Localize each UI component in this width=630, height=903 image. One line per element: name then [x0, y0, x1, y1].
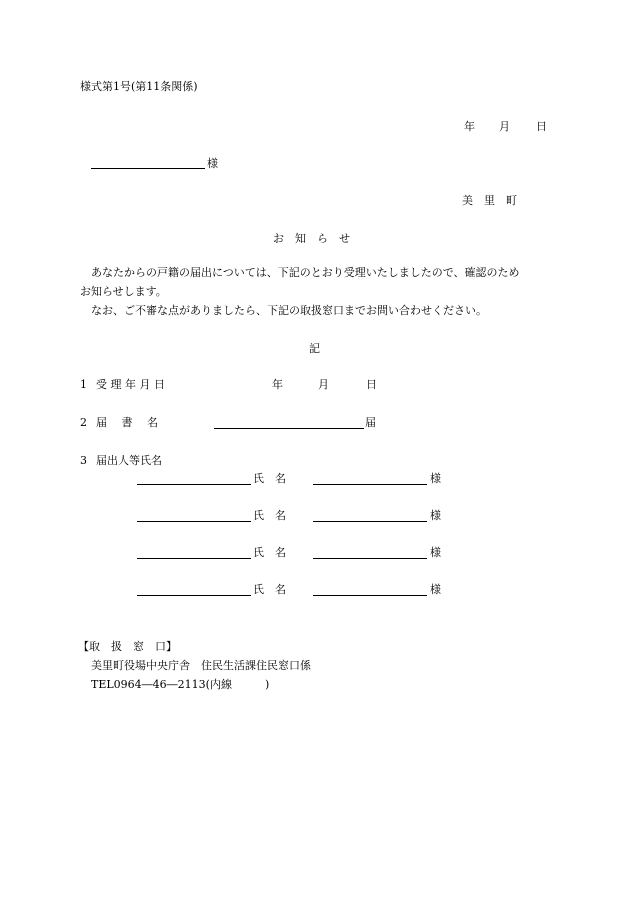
date-day: 日	[536, 120, 547, 133]
addressee-underline	[91, 168, 205, 169]
item-1-number: 1	[80, 378, 87, 391]
item-2-suffix: 届	[365, 416, 376, 429]
item-2-underline	[214, 428, 364, 429]
item-2-number: 2	[80, 416, 87, 429]
contact-tel-close: )	[265, 678, 270, 691]
notifier-3-suffix: 様	[430, 546, 441, 559]
notifier-4-name-label: 氏 名	[253, 583, 286, 596]
notifier-1-underline	[137, 484, 251, 485]
date-year: 年	[464, 120, 475, 133]
notifier-1-name-underline	[313, 484, 427, 485]
notifier-2-suffix: 様	[430, 509, 441, 522]
contact-office: 美里町役場中央庁舎 住民生活課住民窓口係	[91, 659, 311, 672]
notifier-2-underline	[137, 521, 251, 522]
item-1-year: 年	[272, 378, 283, 391]
item-1-label: 受 理 年 月 日	[96, 378, 165, 391]
date-month: 月	[499, 120, 510, 133]
notifier-4-suffix: 様	[430, 583, 441, 596]
notifier-1-name-label: 氏 名	[253, 472, 286, 485]
body-line-3: なお、ご不審な点がありましたら、下記の取扱窓口までお問い合わせください。	[91, 304, 487, 317]
contact-heading: 【取 扱 窓 口】	[78, 640, 177, 653]
notifier-3-name-underline	[313, 558, 427, 559]
notifier-3-underline	[137, 558, 251, 559]
body-line-2: お知らせします。	[80, 285, 167, 298]
ki-heading: 記	[309, 342, 320, 355]
item-1-month: 月	[318, 378, 329, 391]
page-title: お 知 ら せ	[273, 232, 350, 245]
body-line-1: あなたからの戸籍の届出については、下記のとおり受理いたしましたので、確認のため	[91, 266, 520, 279]
notifier-1-suffix: 様	[430, 472, 441, 485]
item-2-label: 届 書 名	[96, 416, 158, 429]
form-number: 様式第1号(第11条関係)	[80, 80, 198, 93]
item-3-label: 届出人等氏名	[96, 454, 162, 467]
contact-tel: TEL0964―46―2113(内線	[91, 678, 232, 691]
notifier-2-name-label: 氏 名	[253, 509, 286, 522]
notifier-3-name-label: 氏 名	[253, 546, 286, 559]
addressee-suffix: 様	[207, 157, 218, 170]
issuer: 美 里 町	[462, 194, 517, 207]
notifier-4-name-underline	[313, 595, 427, 596]
notifier-2-name-underline	[313, 521, 427, 522]
item-1-day: 日	[366, 378, 377, 391]
item-3-number: 3	[80, 454, 87, 467]
notifier-4-underline	[137, 595, 251, 596]
